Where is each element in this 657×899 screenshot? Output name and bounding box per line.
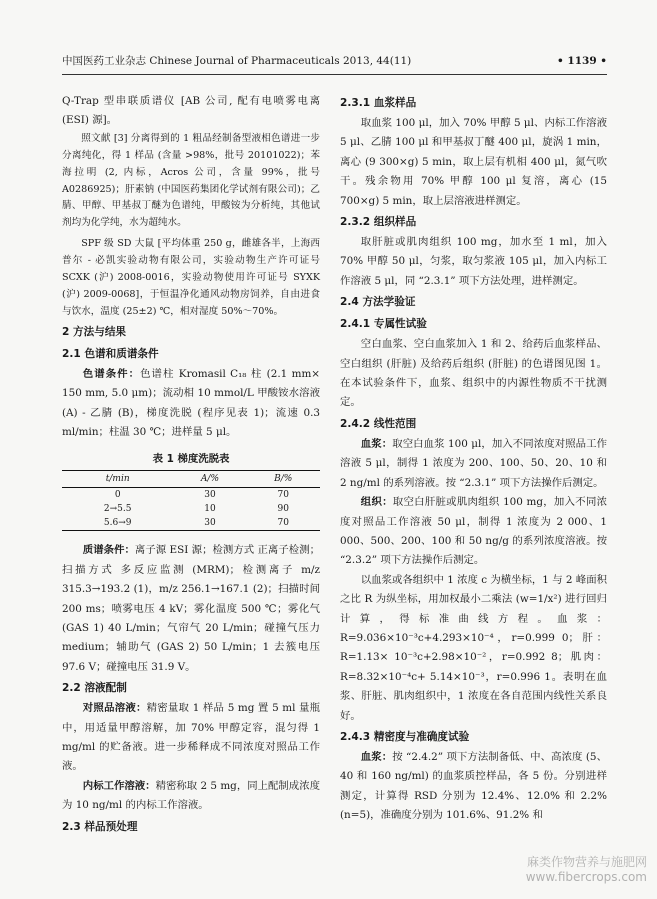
specificity-paragraph: 空白血浆、空白血浆加入 1 和 2、给药后血浆样品、空白组织 (肝脏) 及给药后组织 (肝脏) 的色谱图见图 1。在本试验条件下，血浆、组织中的内源性物质不干扰测定。 <box>340 338 607 409</box>
table-cell: 0 <box>114 490 121 501</box>
linearity-plasma-label: 血浆： <box>360 437 393 450</box>
table-header-time: t/min <box>62 471 173 488</box>
section-heading-methods: 2 方法与结果 <box>62 325 127 338</box>
subsection-heading-linearity: 2.4.2 线性范围 <box>340 417 417 430</box>
subsection-heading-validation: 2.4 方法学验证 <box>340 296 416 309</box>
reference-solution <box>62 699 320 777</box>
ms-conditions <box>62 541 320 677</box>
table-row <box>62 516 320 531</box>
internal-standard-solution <box>62 777 320 816</box>
table-cell: 10 <box>204 504 216 515</box>
subsection-heading-pretreatment: 2.3 样品预处理 <box>62 820 138 833</box>
table-row <box>62 488 320 503</box>
subsection-heading-precision: 2.4.3 精密度与准确度试验 <box>340 730 470 743</box>
internal-standard-text: 精密称取 2 5 mg，同上配制成浓度为 10 ng/ml 的内标工作溶液。 <box>62 779 320 812</box>
page-number: • 1139 • <box>557 55 607 67</box>
linearity-plasma-text: 取空白血浆 100 μl，加入不同浓度对照品工作溶液 5 μl，制得 1 浓度为 200、100、50、20、10 和 2 ng/ml 的系列溶液。按 “2.3.1” 项下方法操作后测定。 <box>340 437 608 489</box>
reference-solution-label: 对照品溶液： <box>82 702 147 715</box>
linearity-tissue-text: 取空白肝脏或肌肉组织 100 mg，加入不同浓度对照品工作溶液 50 μl，制得 1 浓度为 2 000、1 000、500、200、100 和 50 ng/g 的系列浓度溶液。按 “2.3.2” 项下方法操作后测定。 <box>340 496 607 567</box>
subsection-heading-specificity: 2.4.1 专属性试验 <box>340 318 427 331</box>
table-cell: 70 <box>246 516 320 531</box>
table-row <box>62 502 320 516</box>
header-rule <box>62 74 607 75</box>
subsection-heading-plasma-samples: 2.3.1 血浆样品 <box>340 97 417 109</box>
materials-paragraph: 照文献 [3] 分离得到的 1 粗品经制备型液相色谱进一步分离纯化，得 1 样品 (含量 >98%，批号 20101022)；苯海拉明 (2, 内标，Acros 公司，含量 99%，批号 A0286925)；肝素钠 (中国医药集团化学试剂有限公司)；乙腈、甲醇、甲基叔丁醚为色谱纯，甲酸铵为分析纯，其他试剂均为化学纯，水为超纯水。 <box>62 132 320 229</box>
internal-standard-label: 内标工作溶液： <box>82 779 156 792</box>
linearity-tissue-label: 组织： <box>360 496 393 509</box>
animals-paragraph: SPF 级 SD 大鼠 [平均体重 250 g，雌雄各半，上海西普尔 - 必凯实验动物有限公司，实验动物生产许可证号 SCXK (沪) 2008-0016，实验动物使用许可证号 SYXK (沪) 2009-0068]，于恒温净化通风动物房饲养，自由进食与饮水，温度 (25±2) ℃，相对湿度 50%～70%。 <box>62 238 320 317</box>
subsection-heading-chrom-ms: 2.1 色谱和质谱条件 <box>62 347 159 360</box>
precision-plasma-text: 按 “2.4.2” 项下方法制备低、中、高浓度 (5、40 和 160 ng/ml) 的血浆质控样品，各 5 份。分别进样测定，计算得 RSD 分别为 12.4%、12.0% 和 2.2% (n=5)，准确度分别为 101.6%、91.2% 和 <box>340 750 607 822</box>
table-cell: 90 <box>277 504 289 515</box>
reference-solution-text: 精密量取 1 样品 5 mg 置 5 ml 量瓶中，用适量甲醇溶解，加 70% 甲醇定容，混匀得 1 mg/ml 的贮备液。进一步稀释成不同浓度对照品工作液。 <box>62 702 321 773</box>
precision-plasma <box>340 748 607 826</box>
gradient-table <box>62 470 320 531</box>
left-column <box>62 92 320 838</box>
regression-paragraph: 以血浆或各组织中 1 浓度 c 为横坐标，1 与 2 峰面积之比 R 为纵坐标，用加权最小二乘法 (w=1/x²) 进行回归计算，得标准曲线方程。血浆：R=9.036×10⁻³c+4.293×10⁻⁴，r=0.999 0；肝：R=1.13× 10⁻³c+2.98×10⁻²，r=0.992 8；肌肉：R=8.32×10⁻⁴c+ 5.14×10⁻³，r=0.996 1。表明在血浆、肝脏、肌肉组织中，1 浓度在各自范围内线性关系良好。 <box>340 573 607 722</box>
site-watermark <box>526 855 647 885</box>
table-cell: 5.6→9 <box>62 516 173 531</box>
chrom-conditions-text: 色谱柱 Kromasil C₁₈ 柱 (2.1 mm× 150 mm, 5.0 μm)；流动相 10 mmol/L 甲酸铵水溶液 (A) - 乙腈 (B)，梯度洗脱 (程序见表 1)；流速 0.3 ml/min；柱温 30 ℃；进样量 5 μl。 <box>62 367 321 438</box>
chrom-conditions <box>62 365 320 443</box>
linearity-plasma <box>340 435 607 493</box>
linearity-tissue <box>340 493 607 571</box>
table-cell: 70 <box>277 490 289 501</box>
running-header <box>62 52 607 70</box>
precision-plasma-label: 血浆： <box>360 750 393 763</box>
journal-citation: 中国医药工业杂志 Chinese Journal of Pharmaceuticals 2013, 44(11) <box>62 55 412 67</box>
instrument-text: Q-Trap 型串联质谱仪 [AB 公司, 配有电喷雾电离 (ESI) 源]。 <box>62 95 320 127</box>
table-cell: 2→5.5 <box>103 504 132 515</box>
table-cell: 30 <box>204 490 216 501</box>
watermark-name: 麻类作物营养与施肥网 <box>526 855 647 869</box>
subsection-heading-tissue-samples: 2.3.2 组织样品 <box>340 216 417 229</box>
ms-conditions-text: 离子源 ESI 源；检测方式 正离子检测；扫描方式 多反应监测 (MRM)；检测离子 m/z 315.3→193.2 (1)，m/z 256.1→167.1 (2)；扫描时间 200 ms；喷雾电压 4 kV；雾化温度 500 ℃；雾化气 (GAS 1) 40 L/min；气帘气 20 L/min；碰撞气压力 medium；辅助气 (GAS 2) 50 L/min；1 去簇电压 97.6 V；碰撞电压 31.9 V。 <box>62 544 320 673</box>
table-header-b: B/% <box>246 471 320 488</box>
table-title: 表 1 梯度洗脱表 <box>152 453 230 466</box>
watermark-url: www.fibercrops.com <box>525 870 647 884</box>
table-cell: 30 <box>173 516 246 531</box>
chrom-conditions-label: 色谱条件： <box>82 367 141 380</box>
plasma-samples-paragraph: 取血浆 100 μl，加入 70% 甲醇 5 μl、内标工作溶液 5 μl、乙腈 100 μl 和甲基叔丁醚 400 μl，旋涡 1 min，离心 (9 300×g) 5 min，取上层有机相 400 μl，氮气吹干。残余物用 70% 甲醇 100 μl 复溶，离心 (15 700×g) 5 min，取上层溶液进样测定。 <box>340 117 607 207</box>
tissue-samples-paragraph: 取肝脏或肌肉组织 100 mg，加水至 1 ml，加入 70% 甲醇 50 μl，匀浆，取匀浆液 105 μl，加入内标工作溶液 5 μl，同 “2.3.1” 项下方法处理，进样测定。 <box>340 236 607 287</box>
subsection-heading-solutions: 2.2 溶液配制 <box>62 682 127 695</box>
ms-conditions-label: 质谱条件： <box>82 544 135 557</box>
right-column <box>340 92 607 826</box>
table-header-a: A/% <box>173 471 246 488</box>
